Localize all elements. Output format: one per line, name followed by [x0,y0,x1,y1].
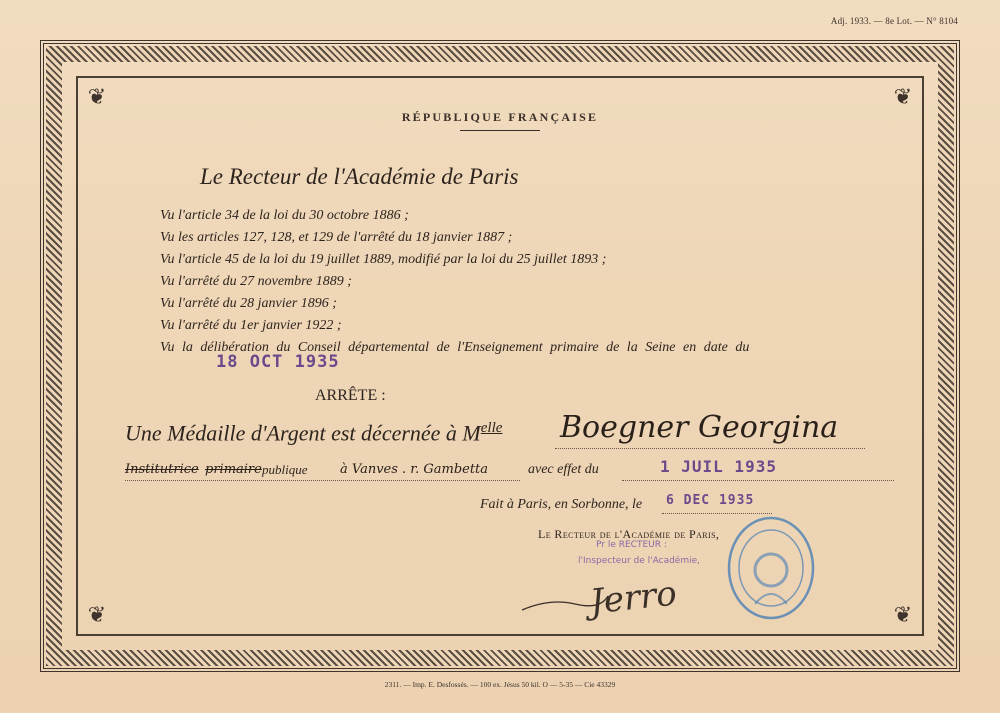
arrete-label: ARRÊTE : [315,387,386,404]
role-handwritten: Institutrice [125,462,199,477]
recipient-dotted-line [555,448,865,449]
corner-ornament-icon: ❦ [893,84,913,109]
place-handwritten: à Vanves . r. Gambetta [340,462,489,477]
award-statement [125,420,502,446]
top-reference: Adj. 1933. — 8e Lot. — N° 8104 [830,16,958,26]
effect-dotted-line [622,480,894,481]
consideration-line: Vu l'arrêté du 1er janvier 1922 ; [160,318,342,333]
consideration-line: Vu l'article 34 de la loi du 30 octobre 1886 ; [160,208,409,223]
corner-ornament-icon: ❦ [87,602,107,627]
republique-heading: RÉPUBLIQUE FRANÇAISE [401,110,599,124]
consideration-line: Vu l'article 45 de la loi du 19 juillet 1889, modifié par la loi du 25 juillet 1893 ; [160,252,607,267]
consideration-line: Vu l'arrêté du 27 novembre 1889 ; [160,274,352,289]
award-title-abbrev: elle [480,420,503,436]
printer-reference: 2311. — Imp. E. Desfossés. — 100 ex. Jésus 50 kil. O — 5-35 — Cie 43329 [384,680,616,689]
made-at-label: Fait à Paris, en Sorbonne, le [480,497,643,512]
corner-ornament-icon: ❦ [893,602,913,627]
delegation-stamp-line: l'Inspecteur de l'Académie, [578,556,701,566]
position-dotted-line [125,480,520,481]
effect-date-stamp: 1 JUIL 1935 [660,457,777,476]
school-handwritten: primaire [205,462,262,477]
recipient-name: Boegner Georgina [560,410,839,445]
heading-rule [460,130,540,131]
signature: Jerro [588,573,679,623]
printed-public: publique [262,462,308,477]
authority-heading: Le Recteur de l'Académie de Paris [200,164,519,189]
delegation-stamp-line: Pr le RECTEUR : [596,540,667,550]
signature-title: Le Recteur de l'Académie de Paris, [538,527,720,541]
academy-seal-stamp [725,514,817,622]
signature-flourish [520,590,610,614]
made-at-date-stamp: 6 DEC 1935 [666,493,755,508]
corner-ornament-icon: ❦ [87,84,107,109]
award-prefix: Une Médaille d'Argent est décernée à M [125,420,481,446]
consideration-line: Vu la délibération du Conseil départemental de l'Enseignement primaire de la Seine en date du [160,340,750,355]
consideration-line: Vu les articles 127, 128, et 129 de l'arrêté du 18 janvier 1887 ; [160,230,513,245]
consideration-line: Vu l'arrêté du 28 janvier 1896 ; [160,296,337,311]
effect-label: avec effet du [528,462,599,477]
deliberation-date-stamp: 18 OCT 1935 [216,352,340,372]
